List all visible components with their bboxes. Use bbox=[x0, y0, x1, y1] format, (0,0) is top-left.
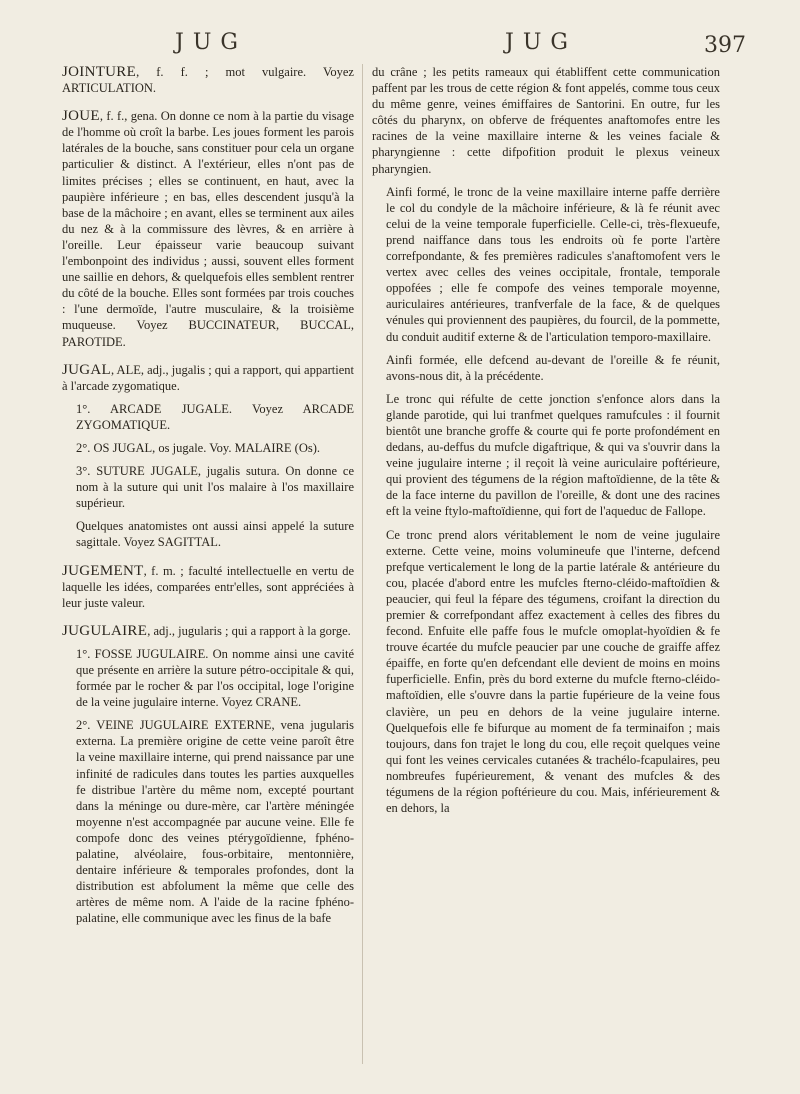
entry-text: , f. m. ; faculté intellectuelle en vertu de laquelle les idées, comparées entr'elles, sont appréciées à leur juste valeur. bbox=[62, 563, 354, 610]
headword: JUGAL bbox=[62, 361, 111, 378]
sub-entry: 1°. FOSSE JUGULAIRE. On nomme ainsi une cavité que présente en arrière la suture pétro-occipitale & qui, formée par le rocher & par l'os occipital, loge l'origine de la veine jugulaire interne. Voyez CRANE. bbox=[76, 646, 354, 710]
entry-jugal bbox=[62, 362, 354, 394]
entry-jugement bbox=[62, 563, 354, 611]
running-head-left: JUG bbox=[175, 30, 247, 55]
sub-entry: Quelques anatomistes ont aussi ainsi appelé la suture sagittale. Voyez SAGITTAL. bbox=[76, 519, 354, 550]
paragraph: du crâne ; les petits rameaux qui établiffent cette communication paffent par les trous de cette région & font appelés, comme tous ceux du même genre, veines émiffaires de Santorini. En outre, fur les côtés du pharynx, on obferve de fréquentes anaftomofes entre les racines de la veine maxillaire interne & les veines faciale & pharyngienne : cette difpofition produit le plexus veineux pharyngien. bbox=[372, 65, 720, 176]
entry-text: , ALE, adj., jugalis ; qui a rapport, qui appartient à l'arcade zygomatique. bbox=[62, 362, 354, 393]
headword: JUGEMENT bbox=[62, 562, 144, 579]
entry-jugulaire bbox=[62, 623, 354, 639]
running-head-right: JUG bbox=[505, 30, 577, 55]
left-column bbox=[62, 64, 354, 934]
paragraph: Ainfi formé, le tronc de la veine maxillaire interne paffe derrière le col du condyle de la mâchoire inférieure, & là fe réunit avec celui de la veine temporale fuperficielle. Celle-ci, très-flexueufe, prend naiffance dans tous les endroits où fe porte l'artère correfpondante, & fes premières radicules s'anaftomofent vers le vertex avec celles des veines occipitale, frontale, temporale oppofées ; elle fe compofe des veines temporale moyenne, auriculaires antérieures, tranfverfale de la face, & de quelques vénules qui proviennent des paupières, du fourcil, de la pommette, du conduit auditif externe & de l'articulation temporo-maxillaire. bbox=[386, 184, 720, 344]
headword: JOINTURE bbox=[62, 64, 137, 80]
paragraph: Le tronc qui réfulte de cette jonction s'enfonce alors dans la glande parotide, qui lui tranfmet quelques ramufcules : il fournit bientôt une branche groffe & courte qui fe porte profondément en dedans, au-deffus du mufcle digaftrique, & qui va s'ouvrir dans la veine jugulaire interne ; il reçoit là veine auriculaire poftérieure, qui provient des tégumens de la région maftoïdienne, de la tête & de la face interne du pavillon de l'oreille, & dont une des racines eft la veine ftylo-maftoïdienne, qui fort de l'aqueduc de Fallope. bbox=[386, 391, 720, 519]
entry-jointure bbox=[62, 64, 354, 96]
entry-text: , f. f., gena. On donne ce nom à la partie du visage de l'homme où croît la barbe. Les joues forment les parois latérales de la bouche, sans constituer pour cela un organe particulier & distinct. A l'extérieur, elles n'ont pas de limites précises ; elles se continuent, en haut, avec la paupière inférieure ; en bas, elles descendent jusqu'à la base de la mâchoire ; en avant, elles se terminent aux ailes du nez & à la commissure des lèvres, & en arrière à l'oreille. Leur épaisseur varie beaucoup suivant l'embonpoint des individus ; aussi, souvent elles forment une saillie en dehors, & quelquefois elles semblent rentrer du côté de la bouche. Elles sont formées par trois couches : l'une dermoïde, l'autre musculaire, & la troisième muqueuse. Voyez BUCCINATEUR, BUCCAL, PAROTIDE. bbox=[62, 109, 354, 349]
entry-text: , f. f. ; mot vulgaire. Voyez ARTICULATION. bbox=[62, 65, 354, 96]
sub-entry: 1°. ARCADE JUGALE. Voyez ARCADE ZYGOMATIQUE. bbox=[76, 401, 354, 432]
page-number: 397 bbox=[704, 33, 746, 58]
paragraph: Ce tronc prend alors véritablement le nom de veine jugulaire externe. Cette veine, moins volumineufe que l'interne, defcend prefque verticalement le long de la partie latérale & antérieure du cou, placée d'abord entre les mufcles fterno-cléido-maftoïdien & peaucier, qui feul la fépare des tégumens, croifant la direction du premier & correfpondant affez exactement à celles des fibres du fecond. Enfuite elle paffe fous le mufcle omoplat-hyoïdien & fe trouve écartée du mufcle peaucier par une couche de graiffe affez épaiffe, en forte qu'en defcendant elle devient de moins en moins fuperficielle. Enfin, près du bord externe du mufcle fterno-cléido-maftoïdien, elle s'ouvre dans la partie fupérieure de la veine fous clavière, un peu en dehors de la veine jugulaire interne. Quelquefois elle fe bifurque au moment de fa terminaifon ; mais toujours, dans fon trajet le long du cou, elle reçoit quelques veine qui font les veines cervicales cutanées & trachélo-fcapulaires, peu nombreufes fupérieurement, & venant des mufcles & des tégumens de la région poftérieure du cou. Mais, inférieurement & en dehors, la bbox=[386, 527, 720, 816]
column-divider bbox=[362, 64, 363, 1064]
sub-entry: 3°. SUTURE JUGALE, jugalis sutura. On donne ce nom à la suture qui unit l'os malaire à l'os maxillaire supérieur. bbox=[76, 464, 354, 511]
entry-text: , adj., jugularis ; qui a rapport à la gorge. bbox=[147, 623, 351, 638]
headword: JOUE bbox=[62, 108, 100, 125]
sub-entry: 2°. OS JUGAL, os jugale. Voy. MALAIRE (Os). bbox=[76, 440, 321, 455]
paragraph: Ainfi formée, elle defcend au-devant de l'oreille & fe réunit, avons-nous dit, à la précédente. bbox=[386, 352, 720, 383]
entry-joue bbox=[62, 108, 354, 349]
headword: JUGULAIRE bbox=[62, 622, 148, 639]
right-column bbox=[372, 64, 720, 823]
sub-entry: 2°. VEINE JUGULAIRE EXTERNE, vena jugularis externa. La première origine de cette veine paroît être la veine maxillaire interne, qui prend naissance par une infinité de radicules dans toutes les parties auxquelles fe distribue l'artère du même nom, excepté pourtant dans la méninge ou dure-mère, car l'artère méningée moyenne n'est accompagnée par aucune veine. Elle fe compofe donc des veines ptérygoïdienne, fphéno-palatine, alvéolaire, fous-orbitaire, mentonnière, dentaire inférieure & temporales profondes, dont la distribution est abfolument la même que celle des artères de même nom. A l'aide de la racine fphéno-palatine, elle communique avec les finus de la bafe bbox=[76, 718, 354, 926]
